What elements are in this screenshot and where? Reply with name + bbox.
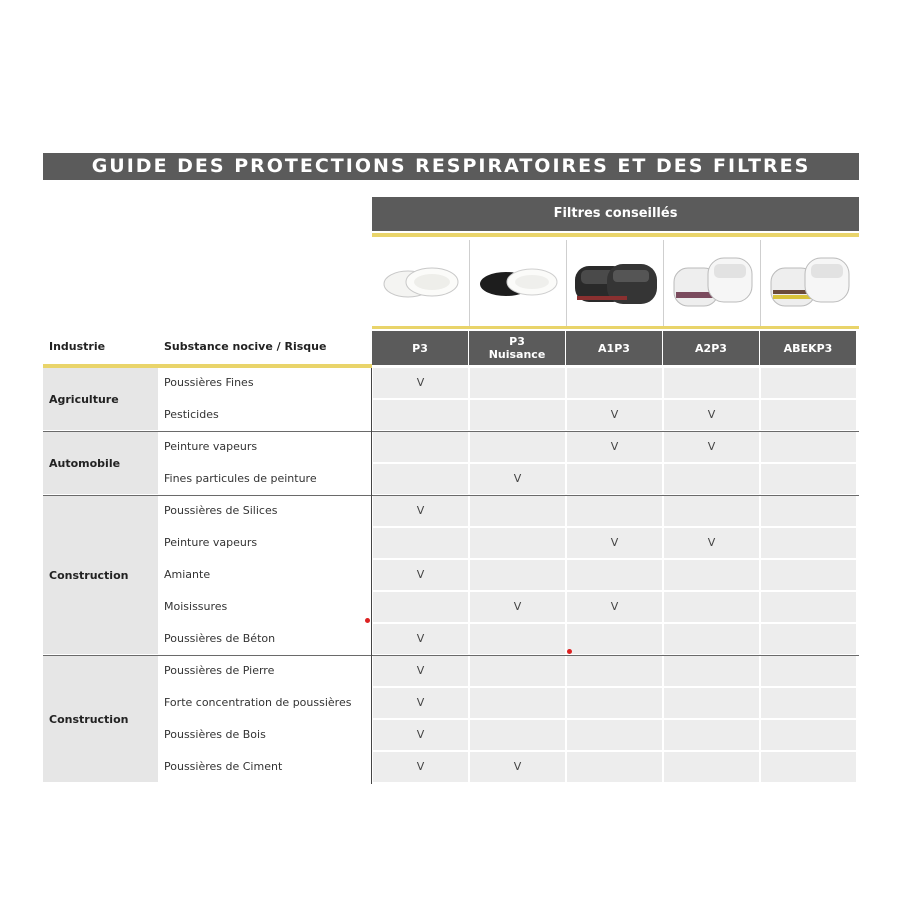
recommendation-cell: [567, 688, 662, 718]
recommendation-cell: V: [470, 464, 565, 494]
table-row: [158, 752, 859, 784]
industry-label: Automobile: [43, 432, 158, 494]
recommendation-cell: [664, 464, 759, 494]
recommendation-cell: [567, 656, 662, 686]
recommendation-cell: [567, 752, 662, 782]
table-row: [158, 688, 859, 720]
industry-group: [43, 496, 859, 656]
recommendation-cell: V: [373, 656, 468, 686]
recommendation-cell: [664, 368, 759, 398]
column-header: [663, 331, 759, 365]
substance-label: Poussières de Bois: [164, 728, 266, 741]
recommendation-cell: V: [373, 752, 468, 782]
substance-label: Pesticides: [164, 408, 219, 421]
recommendation-cell: V: [567, 528, 662, 558]
recommendation-cell: [761, 624, 856, 654]
recommendation-cell: [470, 720, 565, 750]
filter-images-underline: [372, 326, 859, 329]
recommendation-cell: [373, 592, 468, 622]
industry-label: Agriculture: [43, 368, 158, 430]
recommendation-cell: [567, 720, 662, 750]
table-row: [158, 720, 859, 752]
column-header: [469, 331, 565, 365]
table-row: [158, 560, 859, 592]
red-dot-marker: [365, 618, 370, 623]
recommendation-cell: V: [664, 400, 759, 430]
black-white-pads-icon: [469, 240, 566, 326]
recommendation-cell: [761, 720, 856, 750]
column-header-line2: Nuisance: [488, 348, 546, 361]
recommendation-cell: [567, 624, 662, 654]
recommendation-cell: [664, 656, 759, 686]
page-title: GUIDE DES PROTECTIONS RESPIRATOIRES ET DES FILTRES: [43, 153, 859, 180]
table-row: [158, 432, 859, 464]
substance-label: Forte concentration de poussières: [164, 696, 352, 709]
recommendation-cell: [761, 656, 856, 686]
recommendation-cell: [470, 528, 565, 558]
recommendation-cell: V: [373, 368, 468, 398]
table-row: [158, 624, 859, 656]
substance-label: Poussières Fines: [164, 376, 254, 389]
substance-label: Peinture vapeurs: [164, 536, 258, 549]
recommendation-cell: [470, 432, 565, 462]
recommendation-cell: [761, 528, 856, 558]
recommendation-cell: V: [470, 592, 565, 622]
black-cartridge-icon: [566, 240, 663, 326]
recommendation-cell: [664, 560, 759, 590]
recommendation-cell: [664, 592, 759, 622]
recommendation-cell: [761, 752, 856, 782]
column-header: [760, 331, 856, 365]
recommendation-cell: [761, 592, 856, 622]
recommendation-cell: [664, 720, 759, 750]
column-header-line1: P3: [412, 341, 428, 355]
white-yellow-cartridge-icon: [760, 240, 857, 326]
table-row: [158, 496, 859, 528]
recommendation-cell: [761, 464, 856, 494]
recommendation-cell: [470, 656, 565, 686]
recommendation-cell: [664, 752, 759, 782]
substance-label: Peinture vapeurs: [164, 440, 258, 453]
recommendation-cell: [373, 400, 468, 430]
recommendation-cell: [373, 528, 468, 558]
column-header-line1: A1P3: [598, 341, 630, 355]
recommendation-cell: [470, 496, 565, 526]
recommendation-cell: [761, 400, 856, 430]
substance-label: Poussières de Ciment: [164, 760, 283, 773]
recommendation-cell: [567, 560, 662, 590]
table-row: [158, 400, 859, 432]
recommendation-cell: [470, 400, 565, 430]
table-row: [158, 592, 859, 624]
column-header: [566, 331, 662, 365]
recommendation-cell: [761, 688, 856, 718]
table-row: [158, 464, 859, 496]
filters-header: Filtres conseillés: [372, 197, 859, 231]
table-row: [158, 528, 859, 560]
industry-group: [43, 656, 859, 784]
filters-header-underline: [372, 233, 859, 237]
recommendation-cell: [567, 496, 662, 526]
recommendation-cell: [664, 688, 759, 718]
recommendation-cell: [567, 368, 662, 398]
recommendation-cell: V: [373, 560, 468, 590]
column-header-line1: A2P3: [695, 341, 727, 355]
white-pads-icon: [372, 240, 468, 326]
recommendation-cell: [470, 560, 565, 590]
column-header-line1: P3: [509, 335, 525, 348]
recommendation-cell: [373, 464, 468, 494]
industry-label: Construction: [43, 656, 158, 782]
recommendation-cell: [664, 496, 759, 526]
recommendation-cell: V: [373, 688, 468, 718]
recommendation-cell: [761, 368, 856, 398]
table-row: [158, 368, 859, 400]
industrie-header: Industrie: [49, 340, 106, 353]
recommendation-cell: V: [567, 400, 662, 430]
recommendation-cell: [664, 624, 759, 654]
substance-label: Moisissures: [164, 600, 228, 613]
recommendation-cell: V: [567, 592, 662, 622]
recommendation-cell: V: [373, 496, 468, 526]
table-row: [158, 656, 859, 688]
recommendation-cell: V: [373, 720, 468, 750]
substance-label: Poussières de Pierre: [164, 664, 275, 677]
filter-images-row: [372, 240, 859, 326]
industry-label: Construction: [43, 496, 158, 654]
recommendation-cell: [761, 560, 856, 590]
recommendation-cell: V: [470, 752, 565, 782]
substance-label: Amiante: [164, 568, 211, 581]
recommendation-cell: [470, 688, 565, 718]
recommendation-cell: V: [664, 528, 759, 558]
recommendation-cell: V: [567, 432, 662, 462]
recommendation-cell: V: [664, 432, 759, 462]
substance-header: Substance nocive / Risque: [164, 340, 327, 353]
recommendation-cell: [470, 624, 565, 654]
substance-label: Poussières de Silices: [164, 504, 278, 517]
recommendation-cell: [761, 432, 856, 462]
recommendation-cell: V: [373, 624, 468, 654]
column-divider: [371, 368, 372, 784]
industry-group: [43, 368, 859, 432]
substance-label: Fines particules de peinture: [164, 472, 317, 485]
column-header-line1: ABEKP3: [783, 341, 833, 355]
substance-label: Poussières de Béton: [164, 632, 276, 645]
white-cartridge-icon: [663, 240, 760, 326]
industry-group: [43, 432, 859, 496]
red-dot-marker: [567, 649, 572, 654]
recommendation-cell: [470, 368, 565, 398]
recommendation-cell: [567, 464, 662, 494]
column-header: [372, 331, 468, 365]
recommendation-cell: [373, 432, 468, 462]
recommendation-cell: [761, 496, 856, 526]
